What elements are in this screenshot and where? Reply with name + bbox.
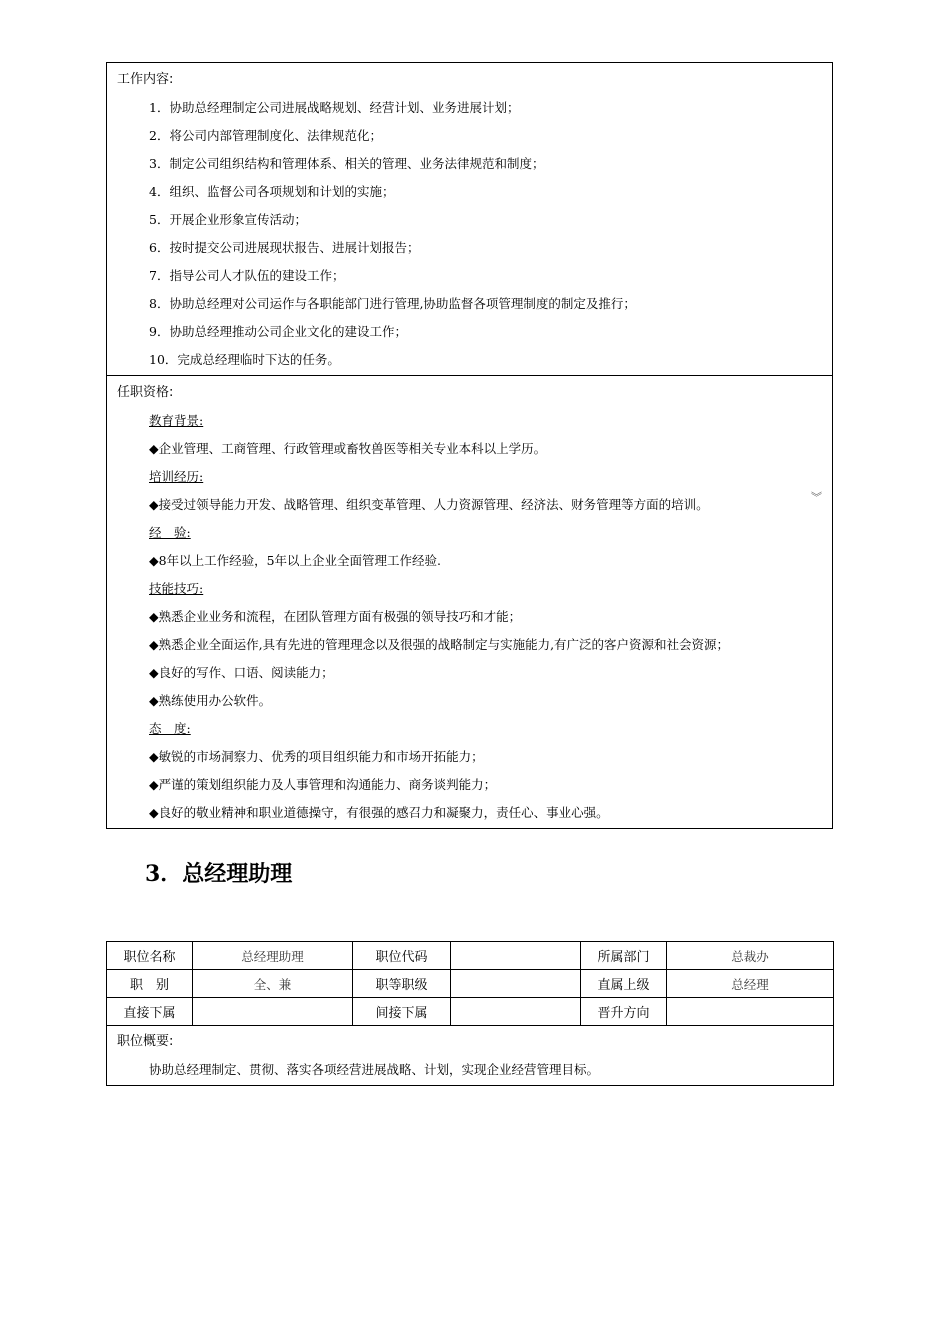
skill-item: ◆良好的写作、口语、阅读能力； <box>149 665 334 680</box>
attitude-item: ◆良好的敬业精神和职业道德操守，有很强的感召力和凝聚力，责任心、事业心强。 <box>149 805 609 820</box>
table-row <box>107 970 834 998</box>
experience-text: ◆8年以上工作经验，5年以上企业全面管理工作经验. <box>149 553 441 568</box>
position-code-label: 职位代码 <box>353 942 451 970</box>
position-name-value: 总经理助理 <box>193 942 353 970</box>
attitude-item: ◆严谨的策划组织能力及人事管理和沟通能力、商务谈判能力； <box>149 777 497 792</box>
duty-item: 2．将公司内部管理制度化、法律规范化； <box>149 128 382 143</box>
indirect-reports-label: 间接下属 <box>353 998 451 1026</box>
duty-item: 10．完成总经理临时下达的任务。 <box>149 352 340 367</box>
duty-item: 7．指导公司人才队伍的建设工作； <box>149 268 345 283</box>
duty-item: 4．组织、监督公司各项规划和计划的实施； <box>149 184 395 199</box>
table-row <box>107 1026 834 1086</box>
summary-cell <box>107 1026 834 1086</box>
duties-section <box>106 62 833 376</box>
direct-reports-value <box>193 998 353 1026</box>
supervisor-label: 直属上级 <box>581 970 667 998</box>
qualifications-section <box>106 375 833 829</box>
position-code-value <box>451 942 581 970</box>
promotion-label: 晋升方向 <box>581 998 667 1026</box>
department-label: 所属部门 <box>581 942 667 970</box>
training-text: ◆接受过领导能力开发、战略管理、组织变革管理、人力资源管理、经济法、财务管理等方面的培训。 <box>149 497 709 512</box>
duty-item: 8．协助总经理对公司运作与各职能部门进行管理,协助监督各项管理制度的制定及推行； <box>149 296 636 311</box>
skill-item: ◆熟悉企业全面运作,具有先进的管理理念以及很强的战略制定与实施能力,有广泛的客户资源和社会资源； <box>149 637 730 652</box>
direct-reports-label: 直接下属 <box>107 998 193 1026</box>
promotion-value <box>667 998 834 1026</box>
attitude-title: 态 度: <box>149 721 191 736</box>
duty-item: 6．按时提交公司进展现状报告、进展计划报告； <box>149 240 420 255</box>
summary-text: 协助总经理制定、贯彻、落实各项经营进展战略、计划，实现企业经营管理目标。 <box>149 1062 600 1077</box>
table-row <box>107 942 834 970</box>
education-text: ◆企业管理、工商管理、行政管理或畜牧兽医等相关专业本科以上学历。 <box>149 441 547 456</box>
duties-heading: 工作内容: <box>117 72 174 87</box>
skill-item: ◆熟练使用办公软件。 <box>149 693 272 708</box>
qualifications-heading: 任职资格: <box>117 385 174 400</box>
skill-item: ◆熟悉企业业务和流程，在团队管理方面有极强的领导技巧和才能； <box>149 609 522 624</box>
experience-title: 经 验: <box>149 525 191 540</box>
education-title: 教育背景: <box>149 413 204 428</box>
duty-item: 1．协助总经理制定公司进展战略规划、经营计划、业务进展计划； <box>149 100 520 115</box>
position-table <box>106 941 834 1086</box>
duty-item: 3．制定公司组织结构和管理体系、相关的管理、业务法律规范和制度； <box>149 156 545 171</box>
grade-value <box>451 970 581 998</box>
job-type-value: 全、兼 <box>193 970 353 998</box>
grade-label: 职等职级 <box>353 970 451 998</box>
skills-title: 技能技巧: <box>149 581 204 596</box>
attitude-item: ◆敏锐的市场洞察力、优秀的项目组织能力和市场开拓能力； <box>149 749 484 764</box>
section-title: 3．总经理助理 <box>145 861 293 887</box>
position-name-label: 职位名称 <box>107 942 193 970</box>
training-title: 培训经历: <box>149 469 204 484</box>
chevron-down-icon: ︾ <box>811 491 822 504</box>
table-row <box>107 998 834 1026</box>
indirect-reports-value <box>451 998 581 1026</box>
department-value: 总裁办 <box>667 942 834 970</box>
job-type-label: 职 别 <box>107 970 193 998</box>
duty-item: 5．开展企业形象宣传活动； <box>149 212 307 227</box>
duty-item: 9．协助总经理推动公司企业文化的建设工作； <box>149 324 407 339</box>
supervisor-value: 总经理 <box>667 970 834 998</box>
summary-heading: 职位概要: <box>117 1034 174 1049</box>
